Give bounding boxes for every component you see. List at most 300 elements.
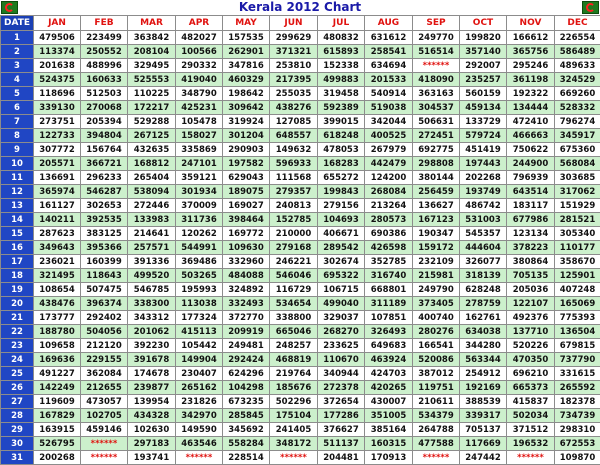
month-column-header: DEC bbox=[555, 16, 600, 31]
date-cell: 9 bbox=[1, 143, 34, 157]
result-cell: 351005 bbox=[365, 409, 413, 423]
result-cell: 420265 bbox=[365, 381, 413, 395]
result-cell: 665373 bbox=[507, 381, 555, 395]
result-cell: 182378 bbox=[555, 395, 600, 409]
result-cell: 265592 bbox=[555, 381, 600, 395]
result-cell: 321495 bbox=[34, 269, 81, 283]
result-cell: 253810 bbox=[270, 59, 318, 73]
result-cell: 415837 bbox=[507, 395, 555, 409]
result-cell: 470350 bbox=[507, 353, 555, 367]
result-cell: 628248 bbox=[460, 283, 507, 297]
result-cell: 672553 bbox=[555, 437, 600, 451]
result-cell: 392535 bbox=[81, 213, 128, 227]
table-row bbox=[1, 87, 600, 101]
result-cell: 302653 bbox=[81, 199, 128, 213]
result-cell: 673235 bbox=[223, 395, 270, 409]
result-cell: 170913 bbox=[365, 451, 413, 465]
table-row bbox=[1, 143, 600, 157]
result-cell: 158027 bbox=[176, 129, 223, 143]
result-cell: 109658 bbox=[34, 339, 81, 353]
table-row bbox=[1, 45, 600, 59]
result-cell: 217395 bbox=[270, 73, 318, 87]
result-cell: 324892 bbox=[223, 283, 270, 297]
result-cell: 199820 bbox=[460, 31, 507, 45]
logo-icon bbox=[582, 1, 599, 14]
result-cell: 290332 bbox=[176, 59, 223, 73]
result-cell: 299629 bbox=[270, 31, 318, 45]
result-cell: 168812 bbox=[128, 157, 176, 171]
result-cell: ****** bbox=[176, 451, 223, 465]
result-cell: 232109 bbox=[413, 255, 460, 269]
result-cell: 212655 bbox=[81, 381, 128, 395]
month-column-header: NOV bbox=[507, 16, 555, 31]
result-cell: 110177 bbox=[555, 241, 600, 255]
table-row bbox=[1, 241, 600, 255]
result-cell: 202268 bbox=[460, 171, 507, 185]
date-cell: 26 bbox=[1, 381, 34, 395]
result-cell: 307772 bbox=[34, 143, 81, 157]
result-cell: 418090 bbox=[413, 73, 460, 87]
result-cell: 504056 bbox=[81, 325, 128, 339]
month-column-header: APR bbox=[176, 16, 223, 31]
result-cell: 352785 bbox=[365, 255, 413, 269]
result-cell: 226554 bbox=[555, 31, 600, 45]
result-cell: 331615 bbox=[555, 367, 600, 381]
result-cell: 287623 bbox=[34, 227, 81, 241]
result-cell: 166541 bbox=[413, 339, 460, 353]
result-cell: 189075 bbox=[223, 185, 270, 199]
result-cell: 149904 bbox=[176, 353, 223, 367]
result-cell: 345692 bbox=[223, 423, 270, 437]
result-cell: 102630 bbox=[128, 423, 176, 437]
result-cell: 205036 bbox=[507, 283, 555, 297]
result-cell: 295246 bbox=[507, 59, 555, 73]
result-cell: 538094 bbox=[128, 185, 176, 199]
result-cell: 297183 bbox=[128, 437, 176, 451]
date-cell: 21 bbox=[1, 311, 34, 325]
result-cell: 391336 bbox=[128, 255, 176, 269]
result-cell: 273751 bbox=[34, 115, 81, 129]
result-cell: 371512 bbox=[507, 423, 555, 437]
result-cell: 520226 bbox=[507, 339, 555, 353]
result-cell: 692775 bbox=[413, 143, 460, 157]
result-cell: 365974 bbox=[34, 185, 81, 199]
result-cell: 631612 bbox=[365, 31, 413, 45]
result-cell: 235257 bbox=[460, 73, 507, 87]
result-cell: 365756 bbox=[507, 45, 555, 59]
result-cell: 160315 bbox=[365, 437, 413, 451]
result-cell: 775393 bbox=[555, 311, 600, 325]
result-cell: 244900 bbox=[507, 157, 555, 171]
result-cell: 524375 bbox=[34, 73, 81, 87]
result-cell: 366721 bbox=[81, 157, 128, 171]
table-row bbox=[1, 381, 600, 395]
result-cell: 545357 bbox=[460, 227, 507, 241]
result-cell: 348790 bbox=[176, 87, 223, 101]
result-cell: 796274 bbox=[555, 115, 600, 129]
result-cell: 343312 bbox=[128, 311, 176, 325]
result-cell: 105442 bbox=[176, 339, 223, 353]
result-cell: 249770 bbox=[413, 31, 460, 45]
result-cell: 451419 bbox=[460, 143, 507, 157]
result-cell: 459134 bbox=[460, 101, 507, 115]
result-cell: 318139 bbox=[460, 269, 507, 283]
result-cell: 212120 bbox=[81, 339, 128, 353]
result-cell: 278759 bbox=[460, 297, 507, 311]
result-cell: 442479 bbox=[365, 157, 413, 171]
result-cell: 479506 bbox=[34, 31, 81, 45]
result-cell: 342970 bbox=[176, 409, 223, 423]
result-cell: 160399 bbox=[81, 255, 128, 269]
result-cell: 204481 bbox=[318, 451, 365, 465]
result-cell: 329037 bbox=[318, 311, 365, 325]
result-cell: 246221 bbox=[270, 255, 318, 269]
result-cell: 319924 bbox=[223, 115, 270, 129]
result-cell: 231826 bbox=[176, 395, 223, 409]
result-cell: 296233 bbox=[81, 171, 128, 185]
result-cell: 230407 bbox=[176, 367, 223, 381]
date-cell: 17 bbox=[1, 255, 34, 269]
result-cell: 197443 bbox=[460, 157, 507, 171]
result-cell: 195993 bbox=[176, 283, 223, 297]
result-cell: 372770 bbox=[223, 311, 270, 325]
result-cell: 173777 bbox=[34, 311, 81, 325]
result-cell: 169027 bbox=[223, 199, 270, 213]
date-cell: 22 bbox=[1, 325, 34, 339]
result-cell: 161127 bbox=[34, 199, 81, 213]
result-cell: 133729 bbox=[460, 115, 507, 129]
table-row bbox=[1, 101, 600, 115]
title-bar bbox=[0, 0, 600, 15]
result-cell: 196532 bbox=[507, 437, 555, 451]
result-cell: 270068 bbox=[81, 101, 128, 115]
result-cell: 348172 bbox=[270, 437, 318, 451]
result-cell: 391678 bbox=[128, 353, 176, 367]
result-cell: 272451 bbox=[413, 129, 460, 143]
date-cell: 20 bbox=[1, 297, 34, 311]
result-cell: 579724 bbox=[460, 129, 507, 143]
result-cell: 257571 bbox=[128, 241, 176, 255]
result-cell: 438476 bbox=[34, 297, 81, 311]
result-cell: 228514 bbox=[223, 451, 270, 465]
result-cell: ****** bbox=[81, 451, 128, 465]
result-cell: 167123 bbox=[413, 213, 460, 227]
result-cell: 157535 bbox=[223, 31, 270, 45]
result-cell: 210611 bbox=[413, 395, 460, 409]
result-cell: 301204 bbox=[223, 129, 270, 143]
month-column-header: FEB bbox=[81, 16, 128, 31]
result-cell: 267125 bbox=[128, 129, 176, 143]
result-cell: 340944 bbox=[318, 367, 365, 381]
result-cell: 675360 bbox=[555, 143, 600, 157]
result-cell: 265404 bbox=[128, 171, 176, 185]
result-cell: 201062 bbox=[128, 325, 176, 339]
result-cell: 125901 bbox=[555, 269, 600, 283]
result-cell: 165069 bbox=[555, 297, 600, 311]
date-cell: 29 bbox=[1, 423, 34, 437]
result-cell: 546785 bbox=[128, 283, 176, 297]
result-cell: 506631 bbox=[413, 115, 460, 129]
result-cell: 107851 bbox=[365, 311, 413, 325]
table-row bbox=[1, 73, 600, 87]
result-cell: 534379 bbox=[413, 409, 460, 423]
result-cell: 359121 bbox=[176, 171, 223, 185]
result-cell: 477588 bbox=[413, 437, 460, 451]
result-cell: 174678 bbox=[128, 367, 176, 381]
date-cell: 7 bbox=[1, 115, 34, 129]
result-cell: 193749 bbox=[460, 185, 507, 199]
date-cell: 24 bbox=[1, 353, 34, 367]
result-cell: 380144 bbox=[413, 171, 460, 185]
result-cell: 373405 bbox=[413, 297, 460, 311]
result-cell: 342044 bbox=[365, 115, 413, 129]
result-cell: 256459 bbox=[413, 185, 460, 199]
result-cell: 156764 bbox=[81, 143, 128, 157]
result-cell: 502296 bbox=[270, 395, 318, 409]
table-row bbox=[1, 353, 600, 367]
result-cell: 499883 bbox=[318, 73, 365, 87]
result-cell: 546046 bbox=[270, 269, 318, 283]
date-cell: 8 bbox=[1, 129, 34, 143]
result-cell: 106715 bbox=[318, 283, 365, 297]
result-cell: 507475 bbox=[81, 283, 128, 297]
result-cell: 705135 bbox=[507, 269, 555, 283]
result-cell: 387012 bbox=[413, 367, 460, 381]
result-cell: 531003 bbox=[460, 213, 507, 227]
result-cell: 407248 bbox=[555, 283, 600, 297]
result-cell: 151929 bbox=[555, 199, 600, 213]
result-cell: ****** bbox=[413, 59, 460, 73]
result-cell: 215981 bbox=[413, 269, 460, 283]
result-cell: 586489 bbox=[555, 45, 600, 59]
month-column-header: OCT bbox=[460, 16, 507, 31]
result-cell: 649683 bbox=[365, 339, 413, 353]
result-cell: 696210 bbox=[507, 367, 555, 381]
result-cell: 705137 bbox=[460, 423, 507, 437]
result-cell: 679815 bbox=[555, 339, 600, 353]
result-cell: 183117 bbox=[507, 199, 555, 213]
result-cell: 247442 bbox=[460, 451, 507, 465]
result-cell: 152785 bbox=[270, 213, 318, 227]
result-cell: 209919 bbox=[223, 325, 270, 339]
result-cell: 492376 bbox=[507, 311, 555, 325]
table-row bbox=[1, 297, 600, 311]
result-cell: 292424 bbox=[223, 353, 270, 367]
result-cell: 264788 bbox=[413, 423, 460, 437]
result-cell: 489633 bbox=[555, 59, 600, 73]
result-cell: ****** bbox=[413, 451, 460, 465]
result-cell: 169772 bbox=[223, 227, 270, 241]
result-cell: 298808 bbox=[413, 157, 460, 171]
result-cell: 289542 bbox=[318, 241, 365, 255]
table-row bbox=[1, 185, 600, 199]
result-cell: 363842 bbox=[128, 31, 176, 45]
date-cell: 15 bbox=[1, 227, 34, 241]
result-cell: 344280 bbox=[460, 339, 507, 353]
result-cell: 424703 bbox=[365, 367, 413, 381]
result-cell: 159172 bbox=[413, 241, 460, 255]
result-cell: 369486 bbox=[176, 255, 223, 269]
date-cell: 12 bbox=[1, 185, 34, 199]
result-cell: ****** bbox=[507, 451, 555, 465]
result-cell: 499040 bbox=[318, 297, 365, 311]
result-cell: 305340 bbox=[555, 227, 600, 241]
result-cell: 281521 bbox=[555, 213, 600, 227]
result-cell: 563344 bbox=[460, 353, 507, 367]
result-cell: 247101 bbox=[176, 157, 223, 171]
result-cell: 127085 bbox=[270, 115, 318, 129]
date-cell: 4 bbox=[1, 73, 34, 87]
result-cell: 690386 bbox=[365, 227, 413, 241]
month-column-header: MAR bbox=[128, 16, 176, 31]
result-cell: 478053 bbox=[318, 143, 365, 157]
date-cell: 28 bbox=[1, 409, 34, 423]
date-cell: 16 bbox=[1, 241, 34, 255]
result-cell: 529288 bbox=[128, 115, 176, 129]
result-cell: 339317 bbox=[460, 409, 507, 423]
result-cell: 255035 bbox=[270, 87, 318, 101]
result-cell: 560159 bbox=[460, 87, 507, 101]
result-cell: 229155 bbox=[81, 353, 128, 367]
result-cell: 262901 bbox=[223, 45, 270, 59]
result-cell: 280573 bbox=[365, 213, 413, 227]
result-cell: 419040 bbox=[176, 73, 223, 87]
result-cell: 311189 bbox=[365, 297, 413, 311]
result-cell: 250552 bbox=[81, 45, 128, 59]
result-cell: 162761 bbox=[460, 311, 507, 325]
result-cell: 358670 bbox=[555, 255, 600, 269]
result-cell: 169636 bbox=[34, 353, 81, 367]
result-cell: 268270 bbox=[318, 325, 365, 339]
result-cell: 279168 bbox=[270, 241, 318, 255]
result-cell: 210000 bbox=[270, 227, 318, 241]
result-cell: 460329 bbox=[223, 73, 270, 87]
result-cell: 643514 bbox=[507, 185, 555, 199]
result-cell: 395366 bbox=[81, 241, 128, 255]
result-cell: 370009 bbox=[176, 199, 223, 213]
result-cell: 592389 bbox=[318, 101, 365, 115]
date-cell: 30 bbox=[1, 437, 34, 451]
result-cell: 109630 bbox=[223, 241, 270, 255]
result-cell: 544991 bbox=[176, 241, 223, 255]
date-cell: 25 bbox=[1, 367, 34, 381]
result-cell: 163915 bbox=[34, 423, 81, 437]
result-cell: 302674 bbox=[318, 255, 365, 269]
result-cell: 516514 bbox=[413, 45, 460, 59]
table-row bbox=[1, 115, 600, 129]
result-cell: 192322 bbox=[507, 87, 555, 101]
result-cell: 618248 bbox=[318, 129, 365, 143]
result-cell: 201533 bbox=[365, 73, 413, 87]
result-cell: 357140 bbox=[460, 45, 507, 59]
result-cell: 199843 bbox=[318, 185, 365, 199]
result-cell: 339130 bbox=[34, 101, 81, 115]
result-cell: 383125 bbox=[81, 227, 128, 241]
result-cell: 525553 bbox=[128, 73, 176, 87]
table-row bbox=[1, 339, 600, 353]
result-cell: 292007 bbox=[460, 59, 507, 73]
result-cell: 459146 bbox=[81, 423, 128, 437]
result-cell: 265162 bbox=[176, 381, 223, 395]
result-cell: 149632 bbox=[270, 143, 318, 157]
result-cell: 117669 bbox=[460, 437, 507, 451]
result-cell: 463924 bbox=[365, 353, 413, 367]
result-cell: 345917 bbox=[555, 129, 600, 143]
table-row bbox=[1, 129, 600, 143]
date-cell: 10 bbox=[1, 157, 34, 171]
result-cell: 473057 bbox=[81, 395, 128, 409]
result-cell: 415113 bbox=[176, 325, 223, 339]
result-cell: 338800 bbox=[270, 311, 318, 325]
result-cell: 319458 bbox=[318, 87, 365, 101]
result-cell: 468819 bbox=[270, 353, 318, 367]
date-cell: 14 bbox=[1, 213, 34, 227]
results-table bbox=[0, 15, 600, 465]
result-cell: 677986 bbox=[507, 213, 555, 227]
table-row bbox=[1, 171, 600, 185]
date-cell: 5 bbox=[1, 87, 34, 101]
result-cell: 272378 bbox=[318, 381, 365, 395]
result-cell: 137710 bbox=[507, 325, 555, 339]
result-cell: 484088 bbox=[223, 269, 270, 283]
table-row bbox=[1, 367, 600, 381]
result-cell: 482027 bbox=[176, 31, 223, 45]
result-cell: ****** bbox=[270, 451, 318, 465]
result-cell: 166612 bbox=[507, 31, 555, 45]
result-cell: 119609 bbox=[34, 395, 81, 409]
table-row bbox=[1, 283, 600, 297]
result-cell: ****** bbox=[81, 437, 128, 451]
result-cell: 285845 bbox=[223, 409, 270, 423]
result-cell: 634038 bbox=[460, 325, 507, 339]
table-row bbox=[1, 31, 600, 45]
result-cell: 400740 bbox=[413, 311, 460, 325]
result-cell: 152338 bbox=[318, 59, 365, 73]
result-cell: 332960 bbox=[223, 255, 270, 269]
result-cell: 326493 bbox=[365, 325, 413, 339]
table-header-row bbox=[1, 16, 600, 31]
result-cell: 737790 bbox=[555, 353, 600, 367]
result-cell: 372654 bbox=[318, 395, 365, 409]
result-cell: 668801 bbox=[365, 283, 413, 297]
result-cell: 304537 bbox=[413, 101, 460, 115]
result-cell: 185676 bbox=[270, 381, 318, 395]
result-cell: 139954 bbox=[128, 395, 176, 409]
table-row bbox=[1, 213, 600, 227]
result-cell: 122733 bbox=[34, 129, 81, 143]
result-cell: 546287 bbox=[81, 185, 128, 199]
result-cell: 349643 bbox=[34, 241, 81, 255]
table-row bbox=[1, 199, 600, 213]
result-cell: 292402 bbox=[81, 311, 128, 325]
result-cell: 290903 bbox=[223, 143, 270, 157]
result-cell: 197582 bbox=[223, 157, 270, 171]
result-cell: 298310 bbox=[555, 423, 600, 437]
result-cell: 167829 bbox=[34, 409, 81, 423]
result-cell: 136504 bbox=[555, 325, 600, 339]
result-cell: 223499 bbox=[81, 31, 128, 45]
result-cell: 480832 bbox=[318, 31, 365, 45]
result-cell: 665046 bbox=[270, 325, 318, 339]
month-column-header: SEP bbox=[413, 16, 460, 31]
month-column-header: AUG bbox=[365, 16, 413, 31]
result-cell: 160633 bbox=[81, 73, 128, 87]
result-cell: 380864 bbox=[507, 255, 555, 269]
result-cell: 655272 bbox=[318, 171, 365, 185]
result-cell: 309642 bbox=[223, 101, 270, 115]
result-cell: 133983 bbox=[128, 213, 176, 227]
result-cell: 113038 bbox=[176, 297, 223, 311]
